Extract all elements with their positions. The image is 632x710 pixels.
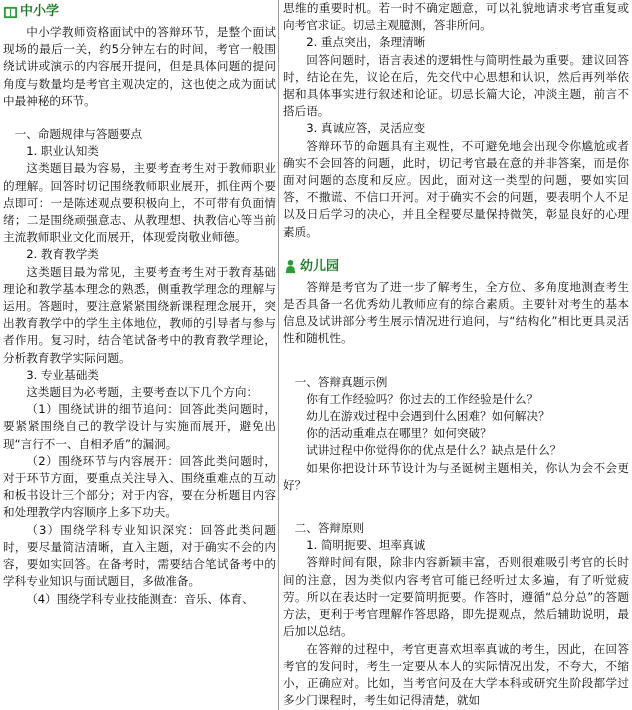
section-title: 二、答辩原则	[294, 521, 365, 536]
paragraph: 这类题目最为常见，主要考查考生对于教育基础理论和教学基本理念的熟悉，侧重教学理念的理解与运用。答题时，要注意紧紧围绕新课程理念展开，突出教育教学中的学生主体地位，教师的引导者与参与者作用。复习时，结合笔试备考中的教育教学理论，分析教育教学实际问题。	[3, 264, 276, 365]
list-item: （3）围绕学科专业知识深究：回答此类问题时，要尽量简洁清晰，直入主题，对于确实不会的内容，要如实回答。在备考时，需要结合笔试备考中的学科专业知识与面试题目，多做准备。	[3, 522, 276, 589]
paragraph: 回答问题时，语言表述的逻辑性与简明性最为重要。建议回答时，结论在先，议论在后，先交代中心思想和认识，然后再列举依据和具体事实进行叙述和论证。切忌长篇大论，冲淡主题，前言不搭后语。	[283, 52, 629, 119]
subsection-title: 2. 重点突出，条理清晰	[306, 35, 426, 50]
book-icon	[3, 5, 18, 20]
question-item: 如果你把设计环节设计为与圣诞树主题相关，你认为会不会更好？	[283, 460, 629, 492]
paragraph: 这类题目最为容易，主要考查考生对于教师职业的理解。回答时切记围绕教师职业展开，抓住两个要点即可：一是陈述观点要积极向上，不可带有负面情绪；二是围绕顽强意志、从教理想、执教信心等当前主流教师职业文化而展开，体现爱岗敬业师德。	[3, 161, 276, 245]
paragraph: 答辩环节的命题具有主观性，不可避免地会出现令你尴尬或者确实不会回答的问题，此时，切记考官最在意的并非答案，而是你面对问题的态度和反应。因此，面对这一类型的问题，要如实回答，不撒谎、不信口开河。对于确实不会的问题，要表明个人不足以及日后学习的决心，并且全程要尽量保持微笑，彰显良好的心理素质。	[283, 138, 629, 239]
question-item: 试讲过程中你觉得你的优点是什么？缺点是什么？	[306, 443, 562, 458]
left-column	[3, 0, 276, 608]
list-item: （1）围绕试讲的细节追问：回答此类问题时，要紧紧围绕自己的教学设计与实施而展开，避免出现“言行不一、自相矛盾”的漏洞。	[3, 402, 276, 451]
subsection-title: 1. 职业认知类	[26, 144, 99, 159]
kindergarten-intro: 答辩是考官为了进一步了解考生，全方位、多角度地测查考生是否具备一名优秀幼儿教师应有的综合素质。主要针对考生的基本信息及试讲部分考生展示情况进行追问，与“结构化”相比更具灵活性和随机性。	[283, 279, 629, 346]
child-icon	[283, 259, 298, 274]
primary-secondary-header	[3, 0, 276, 24]
right-column	[283, 0, 629, 709]
kindergarten-header	[283, 255, 629, 279]
section-header-text: 中小学	[20, 4, 60, 20]
column-divider	[278, 0, 279, 710]
section-header-text: 幼儿园	[300, 259, 340, 275]
subsection-title: 3. 真诚应答，灵活应变	[306, 121, 426, 136]
section-title: 一、答辩真题示例	[294, 374, 388, 389]
subsection-title: 2. 教育教学类	[26, 247, 99, 262]
continued-paragraph: 思维的重要时机。若一时不确定题意，可以礼貌地请求考官重复或向考官求证。切忌主观臆测，答非所问。	[283, 1, 629, 33]
intro-paragraph: 中小学教师资格面试中的答辩环节，是整个面试现场的最后一关，约5分钟左右的时间，考官一般围绕试讲或演示的内容展开提问，但是具体问题的提问角度与数量均是考官主观决定的，这也使之成为面试中最神秘的环节。	[3, 25, 276, 108]
paragraph: 在答辩的过程中，考官更喜欢坦率真诚的考生，因此，在回答考官的发问时，考生一定要从本人的实际情况出发，不夸大，不缩小，正确应对。比如，当考官问及在大学本科或研究生阶段都学过多少门课程时，考生如记得清楚，就如	[283, 641, 629, 708]
paragraph: 这类题目为必考题，主要考查以下几个方向：	[26, 385, 259, 400]
list-item: （2）围绕环节与内容展开：回答此类问题时，对于环节方面，要重点关注导入、围绕重难点的互动和板书设计三个部分；对于内容，要在分析题目内容和处理教学内容顺序上多下功夫。	[3, 453, 276, 520]
subsection-title: 3. 专业基础类	[26, 367, 99, 382]
question-item: 你的活动重难点在哪里？如何突破？	[306, 426, 492, 441]
paragraph: 答辩时间有限，除非内容新颖丰富，否则很难吸引考官的长时间的注意，因为类似内容考官可能已经听过太多遍，有了听觉疲劳。所以在表达时一定要简明扼要。作答时，遵循“总分总”的答题方法，更利于考官理解作答思路，即先提观点，然后辅助说明，最后加以总结。	[283, 555, 629, 639]
question-item: 幼儿在游戏过程中会遇到什么困难？如何解决？	[306, 409, 550, 424]
subsection-title: 1. 简明扼要、坦率真诚	[306, 538, 426, 553]
list-item: （4）围绕学科专业技能测查：音乐、体育、	[26, 591, 254, 606]
question-item: 你有工作经验吗？你过去的工作经验是什么？	[306, 391, 539, 406]
section-title: 一、命题规律与答题要点	[14, 127, 143, 142]
